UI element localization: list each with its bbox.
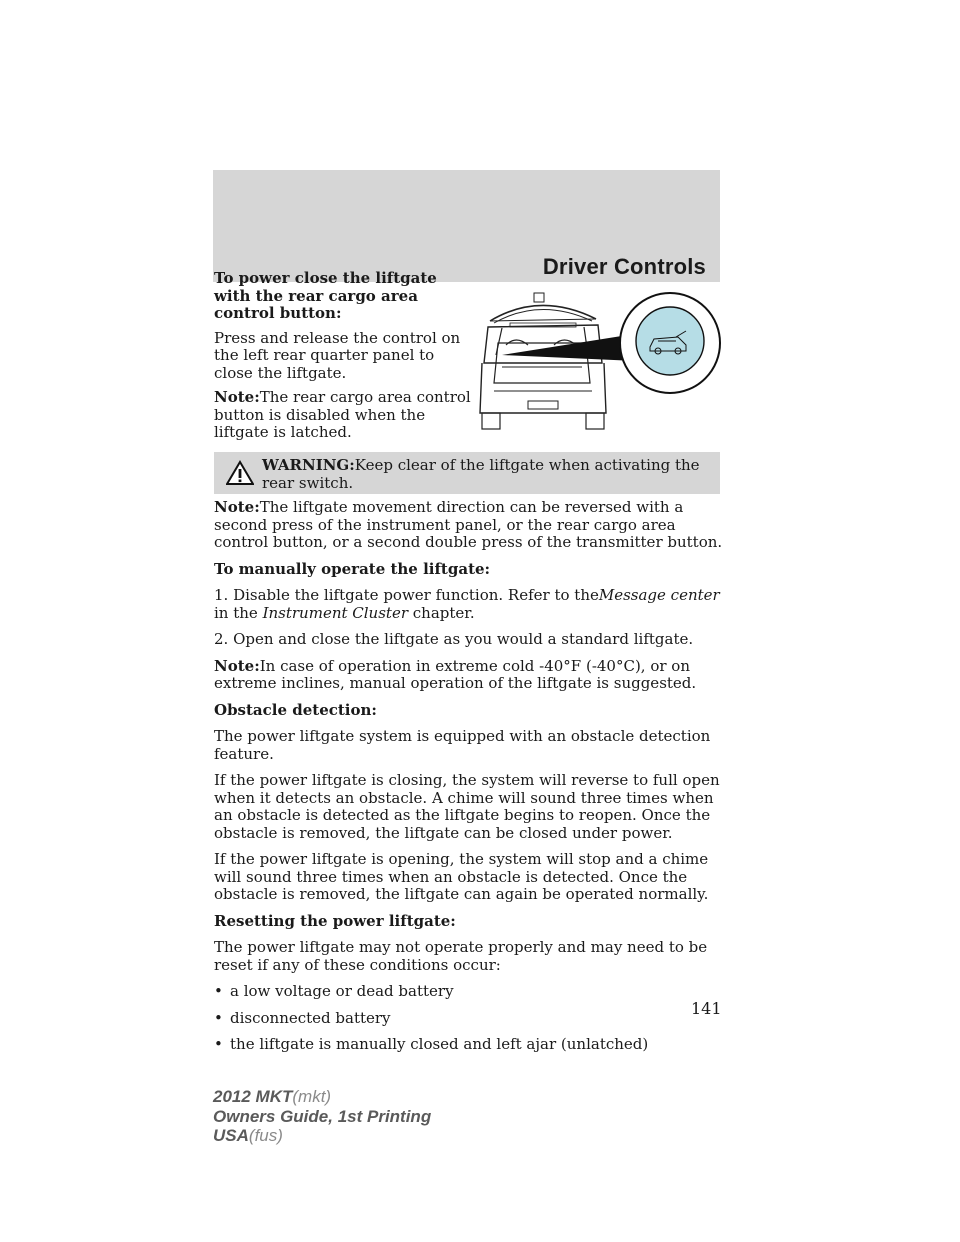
footer-line-2: Owners Guide, 1st Printing: [213, 1106, 432, 1126]
header-band: [213, 170, 720, 282]
list-item: [214, 983, 724, 1001]
list-item-text: the liftgate is manually closed and left ajar (unlatched): [230, 1035, 649, 1053]
warning-text: [262, 457, 712, 492]
note-cold: [214, 658, 724, 693]
manual-step-1: [214, 587, 724, 622]
footer-market-code: (fus): [248, 1126, 283, 1145]
main-content: [214, 499, 724, 1063]
ref-message-center: Message center: [598, 586, 720, 604]
manual-step-2: 2. Open and close the liftgate as you would a standard liftgate.: [214, 630, 694, 648]
step-text: in the: [214, 603, 258, 622]
list-item-text: disconnected battery: [230, 1008, 391, 1027]
footer-model: 2012 MKT: [213, 1087, 293, 1106]
list-item-text: a low voltage or dead battery: [230, 982, 454, 1000]
page-number: 141: [691, 999, 722, 1018]
warning-box: [214, 452, 720, 494]
obstacle-paragraph-3: If the power liftgate is opening, the system will stop and a chime will sound three times when an obstacle is detected. Once the obstacle is removed, the liftgate can again be operated normally.: [214, 850, 709, 903]
footer-model-code: (mkt): [292, 1087, 332, 1106]
note-reverse: [214, 499, 724, 552]
note-label: Note:: [214, 388, 260, 406]
warning-triangle-icon: [226, 460, 254, 486]
obstacle-paragraph-2: If the power liftgate is closing, the system will reverse to full open when it detects an obstacle. A chime will sound three times when an obstacle is detected as the liftgate begins to reopen. Once the obstacle is removed, the liftgate can be closed under power.: [214, 771, 720, 842]
intro-note: [214, 389, 476, 442]
warning-label: WARNING:: [262, 456, 355, 474]
step-text: 1. Disable the liftgate power function. Refer to the: [214, 586, 599, 604]
footer-line-1: [213, 1087, 431, 1107]
obstacle-heading: Obstacle detection:: [214, 700, 377, 719]
obstacle-paragraph-1: The power liftgate system is equipped with an obstacle detection feature.: [214, 727, 711, 763]
bullet-icon: •: [214, 1008, 223, 1027]
bullet-icon: •: [214, 982, 223, 1000]
footer: [213, 1087, 431, 1146]
reset-paragraph: The power liftgate may not operate properly and may need to be reset if any of these conditions occur:: [214, 938, 708, 974]
manual-heading: To manually operate the liftgate:: [214, 559, 491, 578]
list-item: [214, 1010, 724, 1028]
note-label: Note:: [214, 656, 260, 675]
ref-instrument-cluster: Instrument Cluster: [262, 603, 408, 622]
warning-message: Keep clear of the liftgate when activating the rear switch.: [262, 456, 700, 492]
note-text: The rear cargo area control button is disabled when the liftgate is latched.: [214, 388, 471, 441]
note-text: In case of operation in extreme cold -40°F (-40°C), or on extreme inclines, manual operation of the liftgate is suggested.: [214, 656, 697, 692]
note-text: The liftgate movement direction can be reversed with a second press of the instrument panel, or the rear cargo area control button, or a second double press of the transmitter button.: [214, 498, 723, 551]
footer-market: USA: [213, 1126, 249, 1145]
step-text: chapter.: [412, 603, 475, 622]
intro-heading: To power close the liftgate with the rear cargo area control button:: [214, 269, 437, 322]
reset-heading: Resetting the power liftgate:: [214, 911, 456, 930]
bullet-icon: •: [214, 1035, 223, 1053]
liftgate-illustration: [476, 283, 722, 433]
note-label: Note:: [214, 498, 260, 516]
section-title: Driver Controls: [542, 254, 706, 279]
list-item: [214, 1036, 724, 1054]
footer-line-3: [213, 1126, 431, 1146]
intro-body: Press and release the control on the left rear quarter panel to close the liftgate.: [214, 328, 461, 382]
